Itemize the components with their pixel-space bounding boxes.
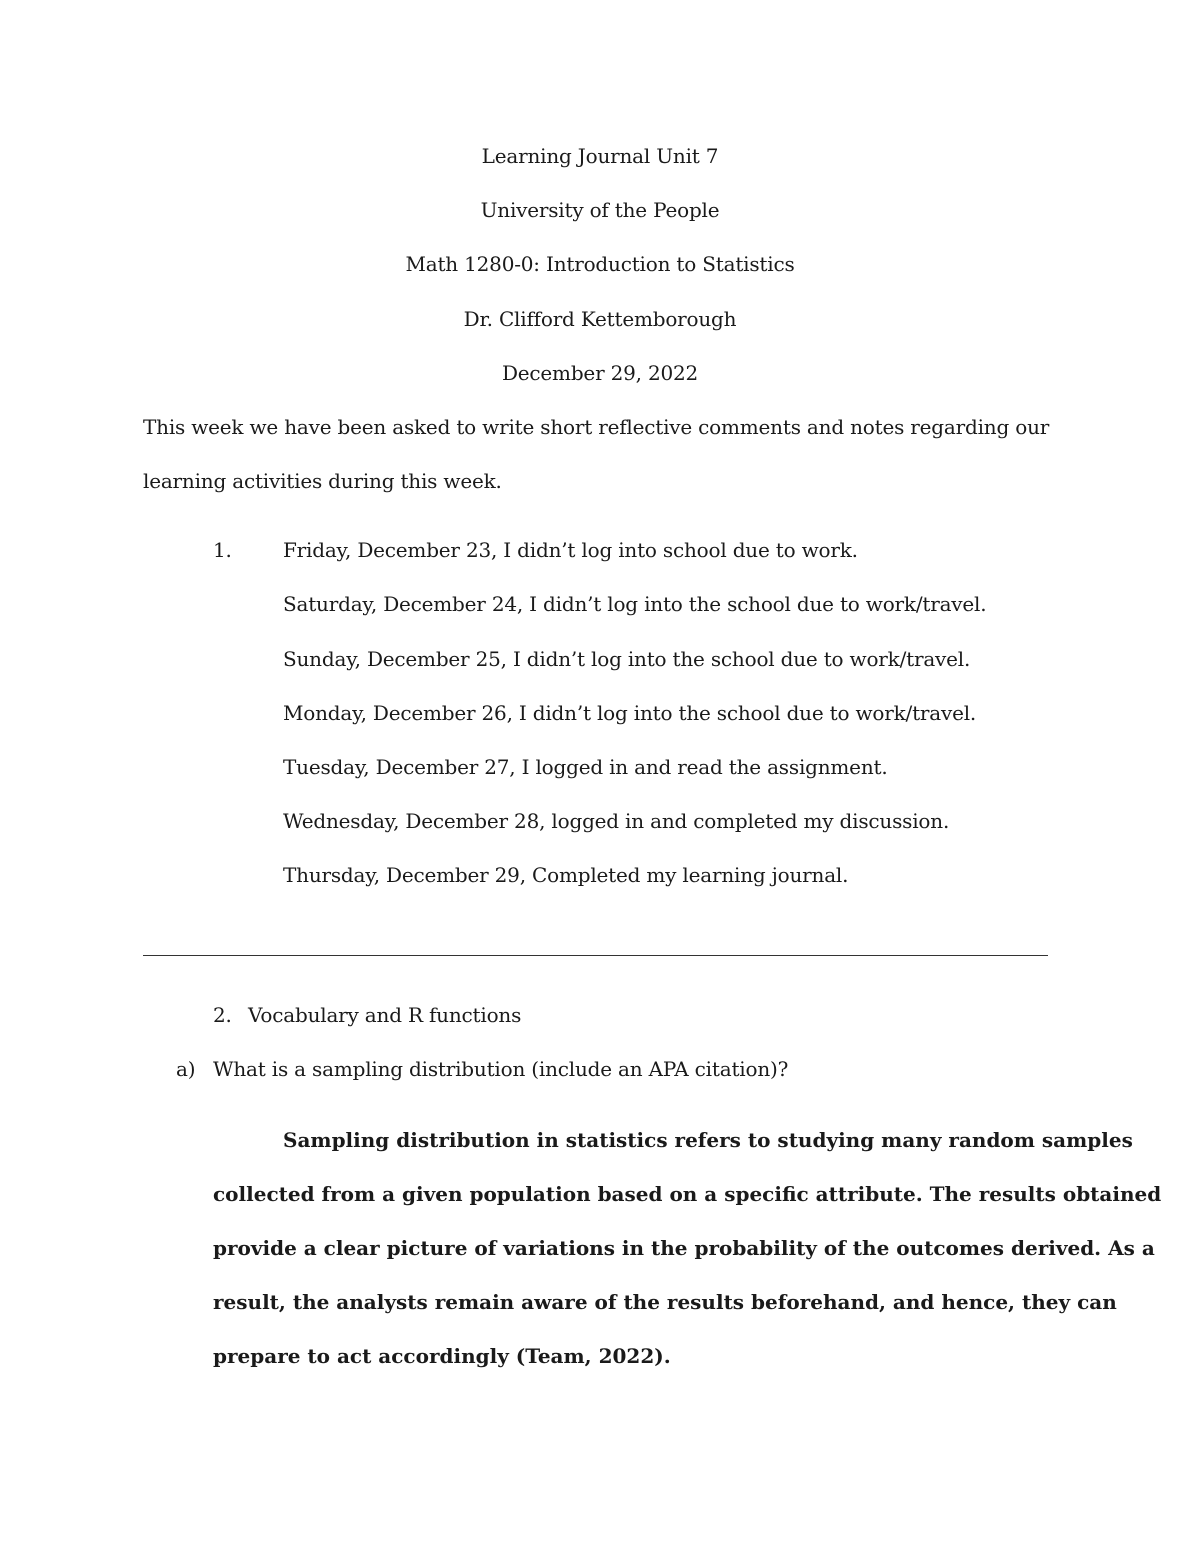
answer-line-3: provide a clear picture of variations in the probability of the outcomes derived. As a [213,1236,1155,1260]
intro-line-1: This week we have been asked to write short reflective comments and notes regarding our [143,415,1050,439]
answer-line-2: collected from a given population based on a specific attribute. The results obtained [213,1182,1162,1206]
instructor-name: Dr. Clifford Kettemborough [463,307,737,331]
list-item: Wednesday, December 28, logged in and completed my discussion. [283,809,950,833]
answer-line-1: Sampling distribution in statistics refers to studying many random samples [283,1128,1133,1152]
list-item: Sunday, December 25, I didn’t log into the school due to work/travel. [283,647,971,671]
horizontal-divider [143,955,1048,956]
question-text: What is a sampling distribution (include an APA citation)? [213,1057,789,1081]
question-letter: a) [176,1057,196,1081]
course-name: Math 1280-0: Introduction to Statistics [405,252,795,276]
list-number-1: 1. [213,538,232,562]
document-date: December 29, 2022 [501,361,699,385]
list-number-2: 2. [213,1003,232,1027]
answer-line-4: result, the analysts remain aware of the results beforehand, and hence, they can [213,1290,1117,1314]
institution-name: University of the People [480,198,720,222]
list-item: Saturday, December 24, I didn’t log into the school due to work/travel. [283,592,987,616]
answer-line-5: prepare to act accordingly (Team, 2022). [213,1344,671,1368]
list-item: Monday, December 26, I didn’t log into the school due to work/travel. [283,701,977,725]
list-item: Tuesday, December 27, I logged in and read the assignment. [283,755,888,779]
section-heading: Vocabulary and R functions [248,1003,522,1027]
list-item: Thursday, December 29, Completed my learning journal. [283,863,849,887]
document-title: Learning Journal Unit 7 [481,144,719,168]
intro-line-2: learning activities during this week. [143,469,502,493]
list-item: Friday, December 23, I didn’t log into school due to work. [283,538,858,562]
